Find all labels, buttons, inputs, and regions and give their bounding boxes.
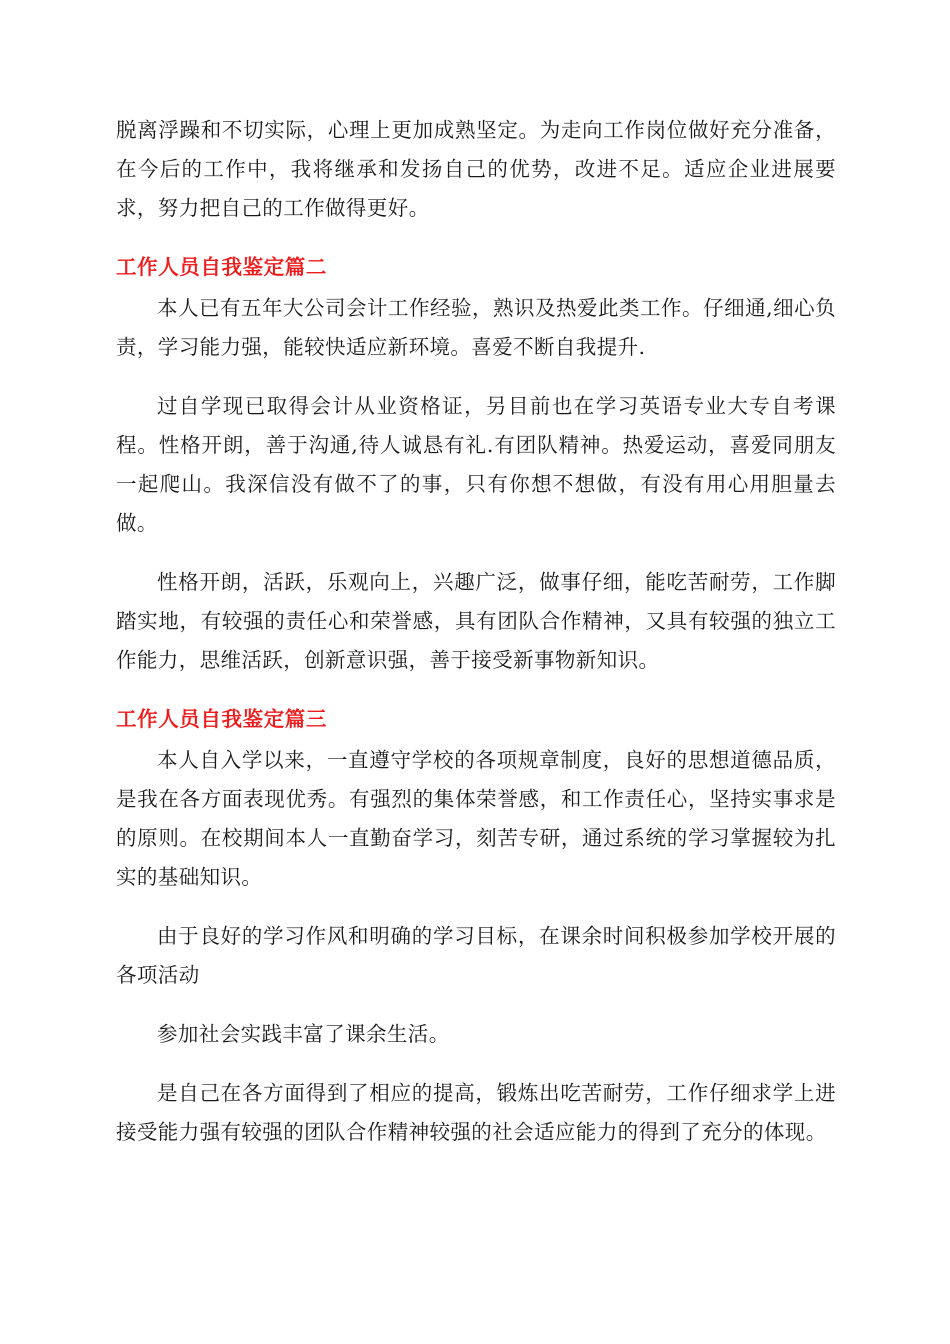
section-three-title: 工作人员自我鉴定篇三 bbox=[116, 707, 327, 731]
section-two-paragraph-3: 性格开朗，活跃，乐观向上，兴趣广泛，做事仔细，能吃苦耐劳，工作脚踏实地，有较强的责任心和荣誉感，具有团队合作精神，又具有较强的独立工作能力，思维活跃，创新意识强，善于接受新事物新知识。 bbox=[116, 570, 836, 672]
section-two-paragraph-1: 本人已有五年大公司会计工作经验，熟识及热爱此类工作。仔细通,细心负责，学习能力强，能较快适应新环境。喜爱不断自我提升. bbox=[116, 296, 836, 359]
section-three-paragraph-3: 参加社会实践丰富了课余生活。 bbox=[157, 1022, 450, 1046]
section-three-paragraph-4: 是自己在各方面得到了相应的提高，锻炼出吃苦耐劳，工作仔细求学上进接受能力强有较强的团队合作精神较强的社会适应能力的得到了充分的体现。 bbox=[116, 1081, 836, 1144]
section-two-paragraph-2: 过自学现已取得会计从业资格证，另目前也在学习英语专业大专自考课程。性格开朗，善于沟通,待人诚恳有礼.有团队精神。热爱运动，喜爱同朋友一起爬山。我深信没有做不了的事，只有你想不想做，有没有用心用胆量去做。 bbox=[116, 394, 836, 535]
section-three-paragraph-1: 本人自入学以来，一直遵守学校的各项规章制度，良好的思想道德品质，是我在各方面表现优秀。有强烈的集体荣誉感，和工作责任心，坚持实事求是的原则。在校期间本人一直勤奋学习，刻苦专研，通过系统的学习掌握较为扎实的基础知识。 bbox=[116, 748, 836, 889]
intro-paragraph: 脱离浮躁和不切实际，心理上更加成熟坚定。为走向工作岗位做好充分准备，在今后的工作中，我将继承和发扬自己的优势，改进不足。适应企业进展要求，努力把自己的工作做得更好。 bbox=[116, 118, 836, 220]
section-three-paragraph-2: 由于良好的学习作风和明确的学习目标，在课余时间积极参加学校开展的各项活动 bbox=[116, 924, 836, 987]
document-body bbox=[116, 111, 836, 1172]
section-two-title: 工作人员自我鉴定篇二 bbox=[116, 255, 327, 279]
